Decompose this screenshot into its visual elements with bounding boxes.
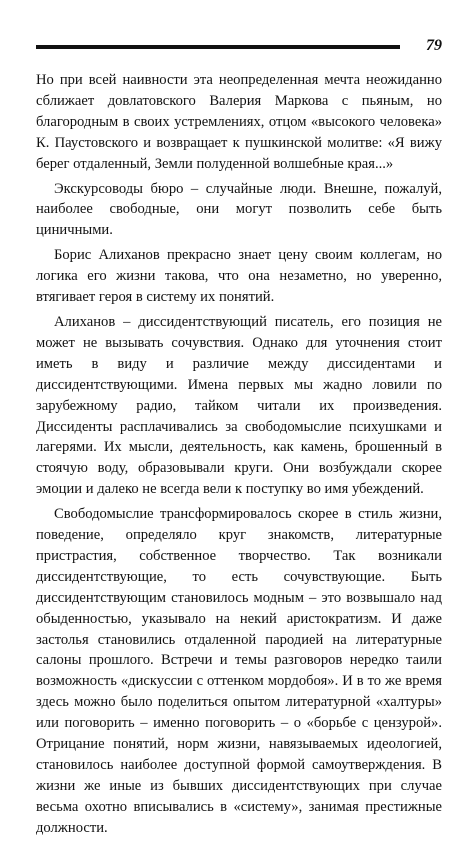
paragraph: Экскурсоводы бюро – случайные люди. Внешне, пожалуй, наиболее свободные, они могут позволить себе быть циничными. bbox=[36, 180, 442, 239]
page-header bbox=[36, 38, 442, 58]
page-number: 79 bbox=[426, 37, 442, 54]
header-rule bbox=[36, 45, 400, 49]
body-text bbox=[36, 70, 442, 843]
paragraph: Борис Алиханов прекрасно знает цену своим коллегам, но логика его жизни такова, что она незаметно, но уверенно, втягивает героя в систему их понятий. bbox=[36, 247, 442, 306]
paragraph: Свободомыслие трансформировалось скорее в стиль жизни, поведение, определяло круг знакомств, литературные пристрастия, собственное творчество. Так возникали диссидентствующие, то есть сочувствующие. Быть диссидентствующим становилось модным – это возвышало над обыденностью, указывало на некий аристократизм. И даже застолья становились отдаленной пародией на литературные салоны прошлого. Встречи и темы разговоров нередко таили возможность «дискуссии с оттенком мордобоя». И в то же время здесь можно было поделиться опытом литературной «халтуры» или поговорить – именно поговорить – о «борьбе с цензурой». Отрицание понятий, норм жизни, навязываемых идеологией, становилось наиболее доступной формой самоутверждения. В жизни же иные из бывших диссидентствующих при случае весьма охотно вписывались в «систему», занимая престижные должности. bbox=[36, 506, 442, 836]
paragraph: Но при всей наивности эта неопределенная мечта неожиданно сближает довлатовского Валерия Маркова с пьяным, но благородным в своих устремлениях, отцом «высокого человека» К. Паустовского и возвращает к пушкинской молитве: «Я вижу берег отдаленный, Земли полуденной волшебные края...» bbox=[36, 72, 442, 172]
paragraph: Алиханов – диссидентствующий писатель, его позиция не может не вызывать сочувствия. Однако для уточнения стоит иметь в виду и различие между диссидентами и диссидентствующими. Имена первых мы жадно ловили по зарубежному радио, тайком читали их произведения. Диссиденты расплачивались за свободомыслие психушками и лагерями. Их мысли, деятельность, как камень, брошенный в стоячую воду, образовывали круги. Они возбуждали скорее эмоции и далеко не всегда вели к поступку во имя убеждений. bbox=[36, 313, 442, 498]
